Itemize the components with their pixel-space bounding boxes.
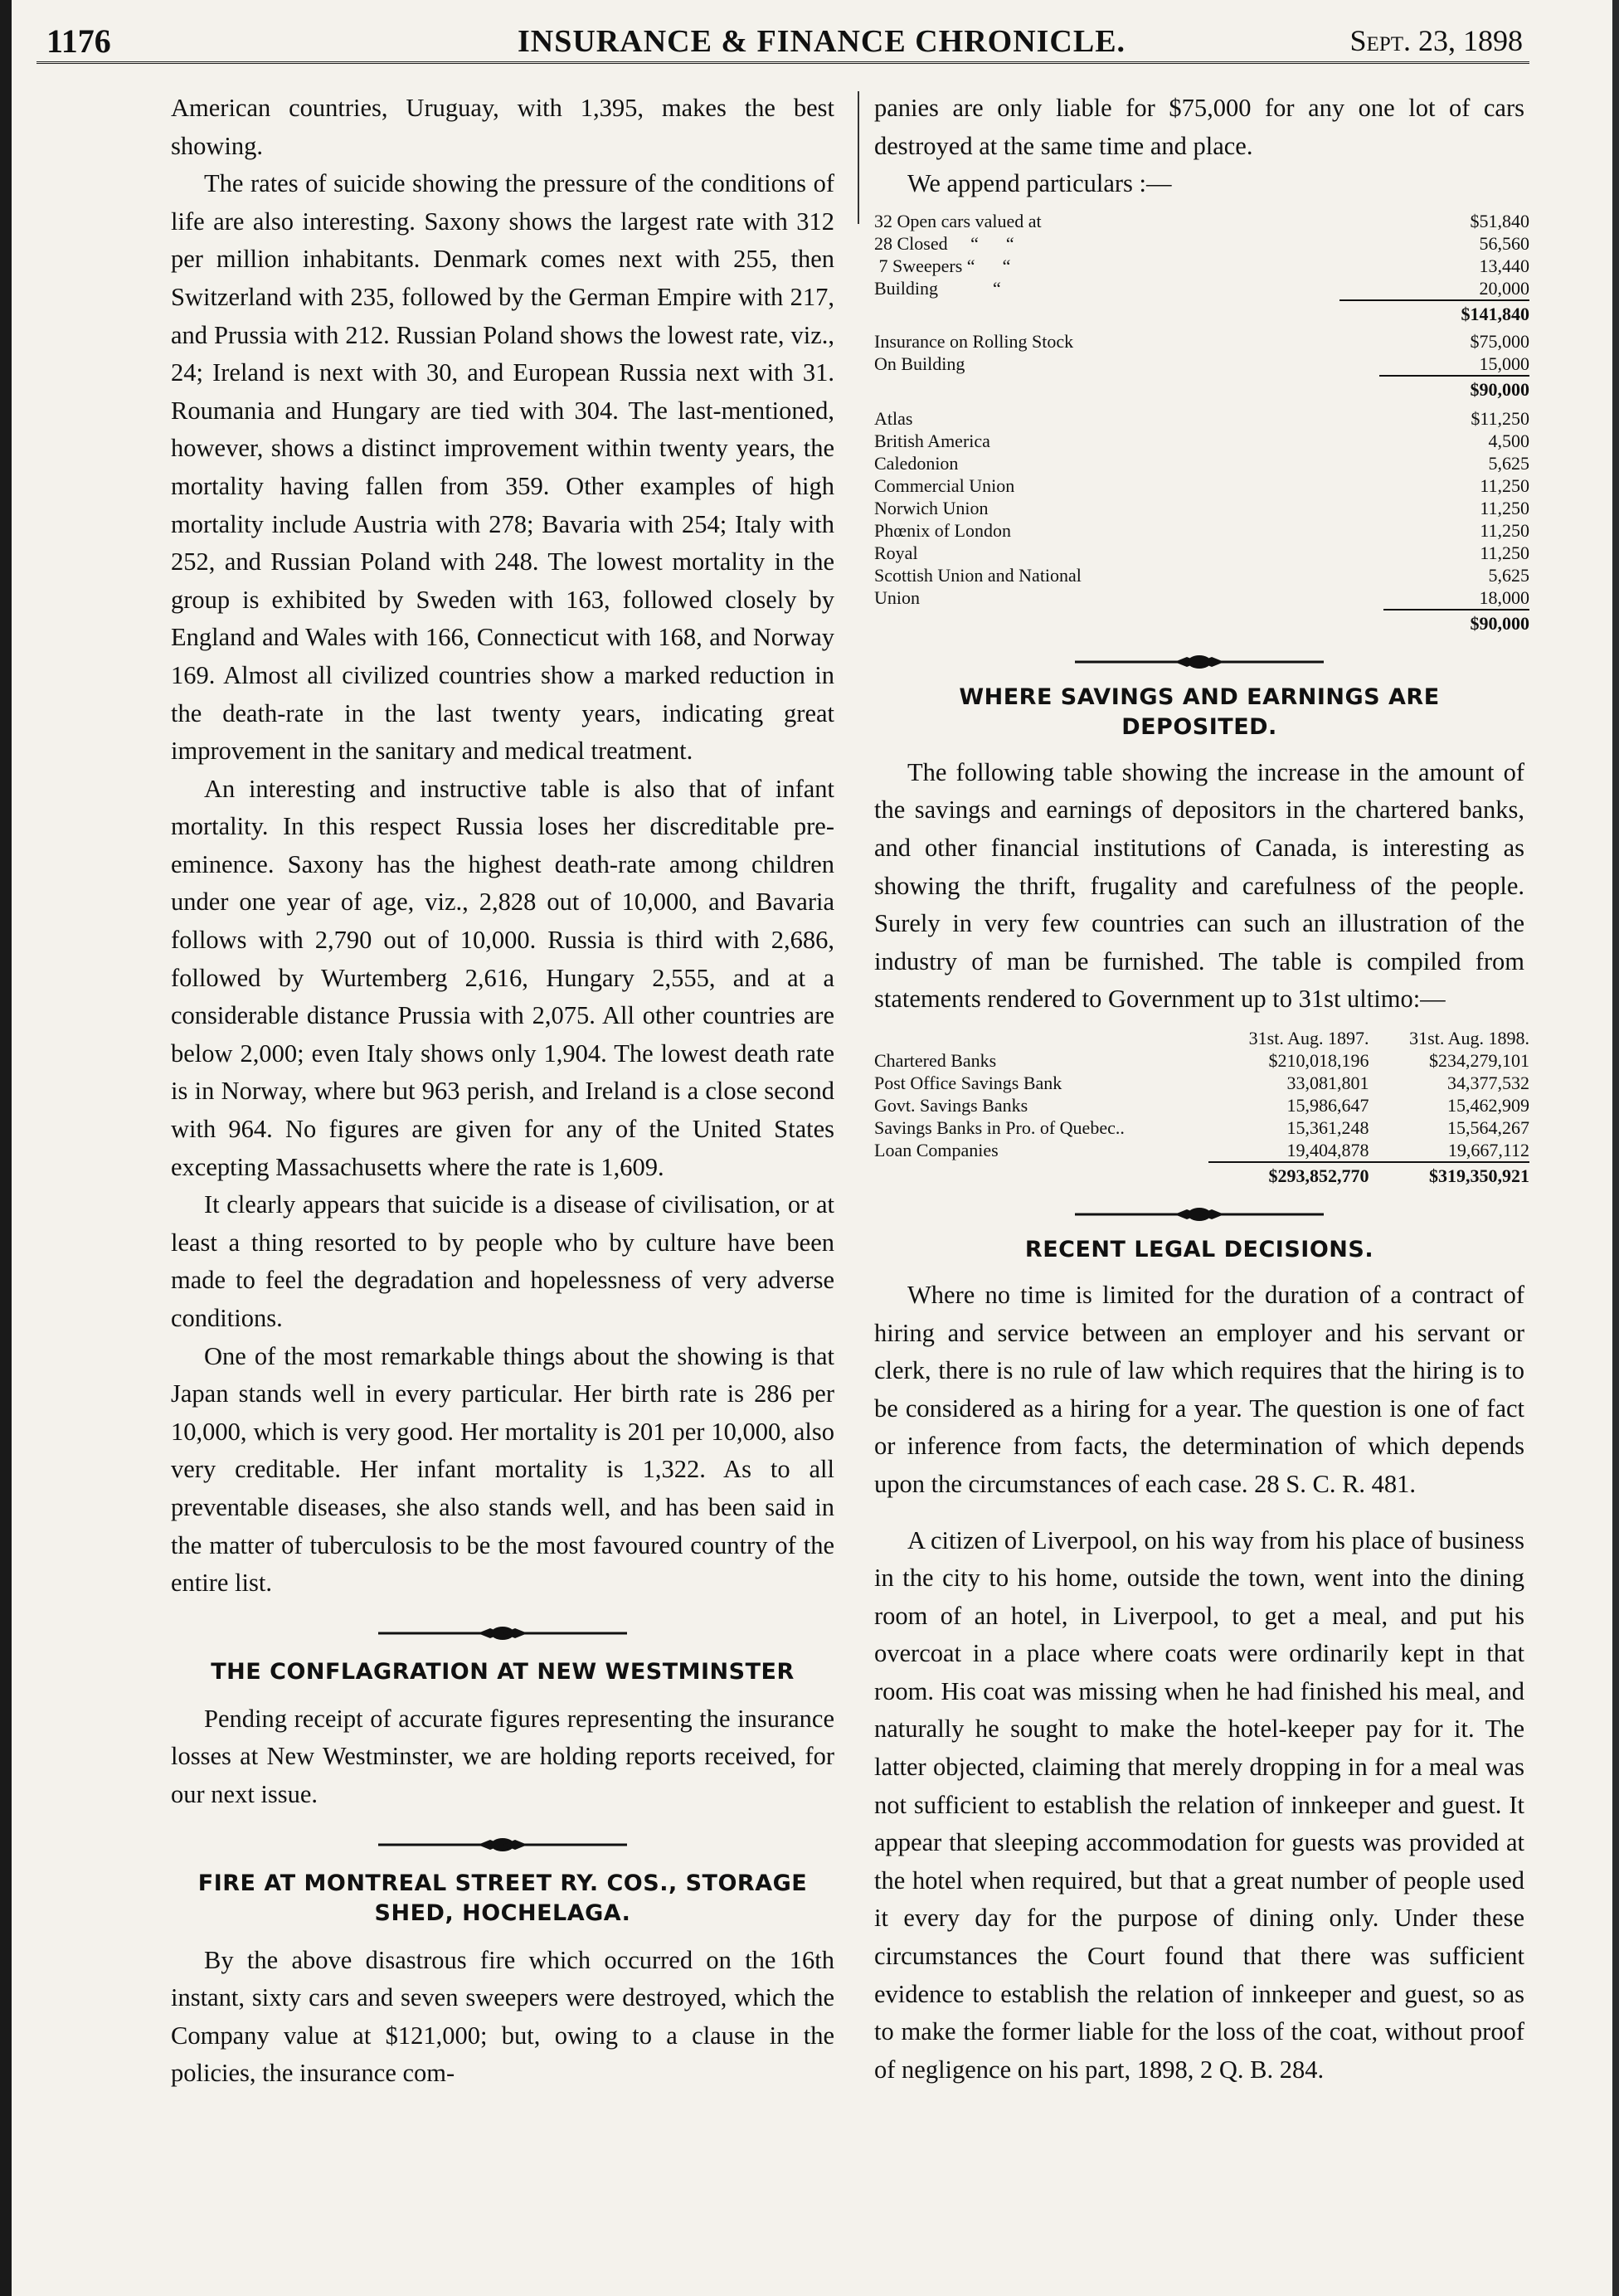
company-row-total-row — [874, 610, 1529, 635]
savings-row-label: Loan Companies — [874, 1140, 999, 1161]
right-column — [874, 90, 1529, 2089]
company-row-value: 11,250 — [1480, 519, 1529, 541]
insurance-row-value: 15,000 — [1479, 353, 1529, 374]
savings-row-1897: 33,081,801 — [1286, 1072, 1369, 1093]
spacer — [874, 610, 1383, 635]
insurance-row-value: $75,000 — [1470, 330, 1529, 352]
savings-total-1897: $293,852,770 — [1208, 1162, 1369, 1187]
savings-row — [874, 1049, 1529, 1072]
paragraph-japan: One of the most remarkable things about the showing is that Japan stands well in every particular. Her birth rate is 286 per 10,000, which is very good. Her mortality is 201 per 10,000, also very creditable. Her infant mortality is 1,322. As to all preventable diseases, she also stands well, and has been said in the matter of tuberculosis to be the most favoured country of the entire list. — [171, 1341, 834, 1598]
savings-header: 31st. Aug. 1898. — [1409, 1027, 1529, 1048]
paragraph-new-westminster: Pending receipt of accurate figures representing the insurance losses at New Westminster, we are holding reports received, for our next issue. — [171, 1704, 834, 1808]
paragraph-legal-hiring: Where no time is limited for the duration of a contract of hiring and service between an employer and his servant or clerk, there is no rule of law which requires that the hiring is to be considered as a hiring for a year. The question is one of fact or inference from facts, the determination of which depends upon the circumstances of each case. 28 S. C. R. 481. — [874, 1280, 1524, 1498]
running-head — [36, 15, 1529, 64]
spacer — [874, 300, 1339, 325]
property-row — [874, 277, 1529, 300]
company-row-label: Commercial Union — [874, 474, 1015, 496]
company-row-value: 5,625 — [1488, 452, 1529, 474]
company-row-label: Norwich Union — [874, 497, 989, 518]
company-row-value: 4,500 — [1488, 430, 1529, 451]
paragraph-suicide-rates: The rates of suicide showing the pressure of the conditions of life are also interesting. Saxony shows the largest rate with 312 per million inhabitants. Denmark comes next with 255, then Switzerland with 235, followed by the German Empire with 217, and Prussia with 212. Russian Poland shows the lowest rate, viz., 24; Ireland is next with 30, and European Russia next with 31. Roumania and Hungary are tied with 304. The last-mentioned, however, shows a distinct improvement within twenty years, the mortality having fallen from 359. Other examples of high mortality include Austria with 278; Bavaria with 254; Italy with 252, and Russian Poland with 248. The lowest mortality in the group is exhibited by Sweden with 163, followed closely by England and Wales with 166, Connecticut with 168, and Norway 169. Almost all civilized countries show a marked reduction in the death-rate in the last twenty years, indicating great improvement in the sanitary and medical treatment. — [171, 169, 834, 766]
property-row-label: 28 Closed “ “ — [874, 232, 1014, 254]
paragraph-liability: panies are only liable for $75,000 for any one lot of cars destroyed at the same time and place. — [874, 94, 1524, 160]
savings-row-label: Chartered Banks — [874, 1049, 997, 1071]
page-number: 1176 — [46, 22, 111, 60]
paragraph-hochelaga-fire: By the above disastrous fire which occurred on the 16th instant, sixty cars and seven sweepers were destroyed, which the Company value at $121,000; but, owing to a clause in the policies, the insurance com- — [171, 1945, 834, 2088]
savings-table — [874, 1027, 1529, 1187]
savings-header: 31st. Aug. 1897. — [1248, 1027, 1369, 1048]
companies-table — [874, 407, 1529, 635]
savings-row — [874, 1139, 1529, 1162]
section-title-hochelaga — [171, 1869, 834, 1929]
property-table — [874, 210, 1529, 325]
company-row-label: British America — [874, 430, 990, 451]
savings-row-1898: 19,667,112 — [1447, 1139, 1529, 1160]
insurance-row-total: $90,000 — [1379, 376, 1529, 401]
property-row-value: $51,840 — [1470, 210, 1529, 231]
company-row-label: Royal — [874, 542, 918, 563]
company-row-label: Atlas — [874, 407, 913, 429]
savings-row-1897: 15,361,248 — [1286, 1116, 1369, 1138]
paragraph-civilisation: It clearly appears that suicide is a disease of civilisation, or at least a thing resorted to by people who by culture have been made to feel the degradation and hopelessness of very adverse conditions. — [171, 1190, 834, 1332]
property-row — [874, 255, 1529, 277]
journal-title: INSURANCE & FINANCE CHRONICLE. — [518, 24, 1126, 59]
company-row — [874, 497, 1529, 519]
property-row-value: 56,560 — [1479, 232, 1529, 254]
section-title-line: SHED, HOCHELAGA. — [374, 1900, 631, 1926]
issue-date: Sept. 23, 1898 — [1349, 24, 1523, 57]
paragraph-append: We append particulars :— — [907, 169, 1172, 198]
company-row-label: Phœnix of London — [874, 519, 1011, 541]
company-row — [874, 407, 1529, 430]
property-row-value: 13,440 — [1479, 255, 1529, 276]
company-row — [874, 586, 1529, 610]
company-row — [874, 452, 1529, 474]
column-rule — [858, 91, 859, 224]
property-row-label: 7 Sweepers “ “ — [874, 255, 1011, 276]
property-row-value: 20,000 — [1479, 277, 1529, 299]
section-title-line: FIRE AT MONTREAL STREET RY. COS., STORAGE — [197, 1870, 808, 1896]
company-row-total: $90,000 — [1383, 610, 1529, 635]
savings-row-1898: 15,462,909 — [1447, 1094, 1529, 1116]
company-row — [874, 542, 1529, 564]
paragraph-legal-liverpool: A citizen of Liverpool, on his way from his place of business in the city to his home, outside the town, went into the dining room of an hotel, in Liverpool, to get a meal, and put his overcoat in a place where coats were ordinarily kept in that room. His coat was missing when he had finished his meal, and naturally he sought to make the hotel-keeper pay for it. The latter objected, claiming that merely dropping in for a meal was not sufficient to establish the relation of innkeeper and guest. It appear that sleeping accommodation for guests was provided at the hotel when required, but that a great number of people used it every day for the purpose of dining only. Under these circumstances the Court found that there was sufficient evidence to establish the relation of innkeeper and guest, so as to make the former liable for the loss of the coat, without proof of negligence on his part, 1898, 2 Q. B. 284. — [874, 1525, 1524, 2084]
property-row-total: $141,840 — [1339, 300, 1529, 325]
property-row-total-row — [874, 300, 1529, 325]
property-row-label: 32 Open cars valued at — [874, 210, 1042, 231]
insurance-row — [874, 353, 1529, 376]
savings-row — [874, 1094, 1529, 1116]
company-row-label: Scottish Union and National — [874, 564, 1082, 586]
savings-row — [874, 1116, 1529, 1139]
company-row-value: 11,250 — [1480, 542, 1529, 563]
paragraph-infant-mortality: An interesting and instructive table is also that of infant mortality. In this respect Russia loses her discreditable pre-eminence. Saxony has the highest death-rate among children under one year of age, viz., 2,828 out of 10,000, and Bavaria follows with 2,790 out of 10,000. Russia is third with 2,686, followed by Wurtemberg 2,616, Hungary 2,555, and at a considerable distance Prussia with 2,075. All other countries are below 2,000; even Italy shows only 1,904. The lowest death rate is in Norway, where but 963 perish, and Ireland is a close second with 964. No figures are given for any of the United States excepting Massachusetts where the rate is 1,609. — [171, 774, 834, 1181]
company-row — [874, 519, 1529, 542]
section-ornament — [378, 1621, 627, 1646]
scan-edge-right — [1612, 0, 1619, 2296]
company-row — [874, 430, 1529, 452]
insurance-row — [874, 330, 1529, 353]
insurance-table — [874, 330, 1529, 401]
left-column — [171, 90, 834, 2093]
section-ornament — [1075, 649, 1324, 674]
scan-edge-left — [0, 0, 12, 2296]
company-row-label: Caledonion — [874, 452, 959, 474]
section-ornament — [378, 1832, 627, 1857]
savings-row-label: Govt. Savings Banks — [874, 1094, 1028, 1116]
company-row-value: 5,625 — [1488, 564, 1529, 586]
savings-total-row — [874, 1162, 1529, 1187]
savings-row-1897: 15,986,647 — [1286, 1094, 1369, 1116]
company-row-value: $11,250 — [1471, 407, 1529, 429]
paragraph-uruguay: American countries, Uruguay, with 1,395, makes the best showing. — [171, 94, 834, 160]
insurance-row-label: On Building — [874, 353, 965, 375]
savings-row-label: Savings Banks in Pro. of Quebec.. — [874, 1116, 1125, 1138]
savings-row-1898: $234,279,101 — [1429, 1049, 1529, 1071]
insurance-row-total-row — [874, 376, 1529, 401]
paragraph-savings: The following table showing the increase in the amount of the savings and earnings of depositors in the chartered banks, and other financial institutions of Canada, is interesting as showing the thrift, frugality and carefulness of the people. Surely in very few countries can such an illustration of the industry of man be furnished. The table is compiled from statements rendered to Government up to 31st ultimo:— — [874, 757, 1524, 1014]
company-row-value: 18,000 — [1479, 586, 1529, 608]
company-row — [874, 564, 1529, 586]
savings-row-1897: $210,018,196 — [1268, 1049, 1369, 1071]
section-ornament — [1075, 1202, 1324, 1227]
company-row-label: Union — [874, 587, 920, 609]
savings-total-1898: $319,350,921 — [1369, 1162, 1529, 1187]
property-row — [874, 210, 1529, 232]
savings-row-1897: 19,404,878 — [1286, 1139, 1369, 1160]
section-title-line: DEPOSITED. — [1121, 713, 1277, 740]
savings-row-label: Post Office Savings Bank — [874, 1072, 1062, 1093]
company-row-value: 11,250 — [1480, 474, 1529, 496]
section-title-line: WHERE SAVINGS AND EARNINGS ARE — [959, 683, 1440, 710]
property-row-label: Building “ — [874, 278, 1001, 299]
spacer — [874, 1162, 1208, 1187]
savings-header — [874, 1027, 1208, 1049]
spacer — [874, 376, 1379, 401]
savings-row-1898: 15,564,267 — [1447, 1116, 1529, 1138]
section-title-legal: RECENT LEGAL DECISIONS. — [1024, 1236, 1374, 1262]
property-row — [874, 232, 1529, 255]
savings-row — [874, 1072, 1529, 1094]
insurance-row-label: Insurance on Rolling Stock — [874, 330, 1074, 352]
savings-row-1898: 34,377,532 — [1447, 1072, 1529, 1093]
section-title-savings — [874, 683, 1524, 742]
section-title-new-westminster: THE CONFLAGRATION AT NEW WESTMINSTER — [211, 1658, 795, 1685]
company-row-value: 11,250 — [1480, 497, 1529, 518]
company-row — [874, 474, 1529, 497]
